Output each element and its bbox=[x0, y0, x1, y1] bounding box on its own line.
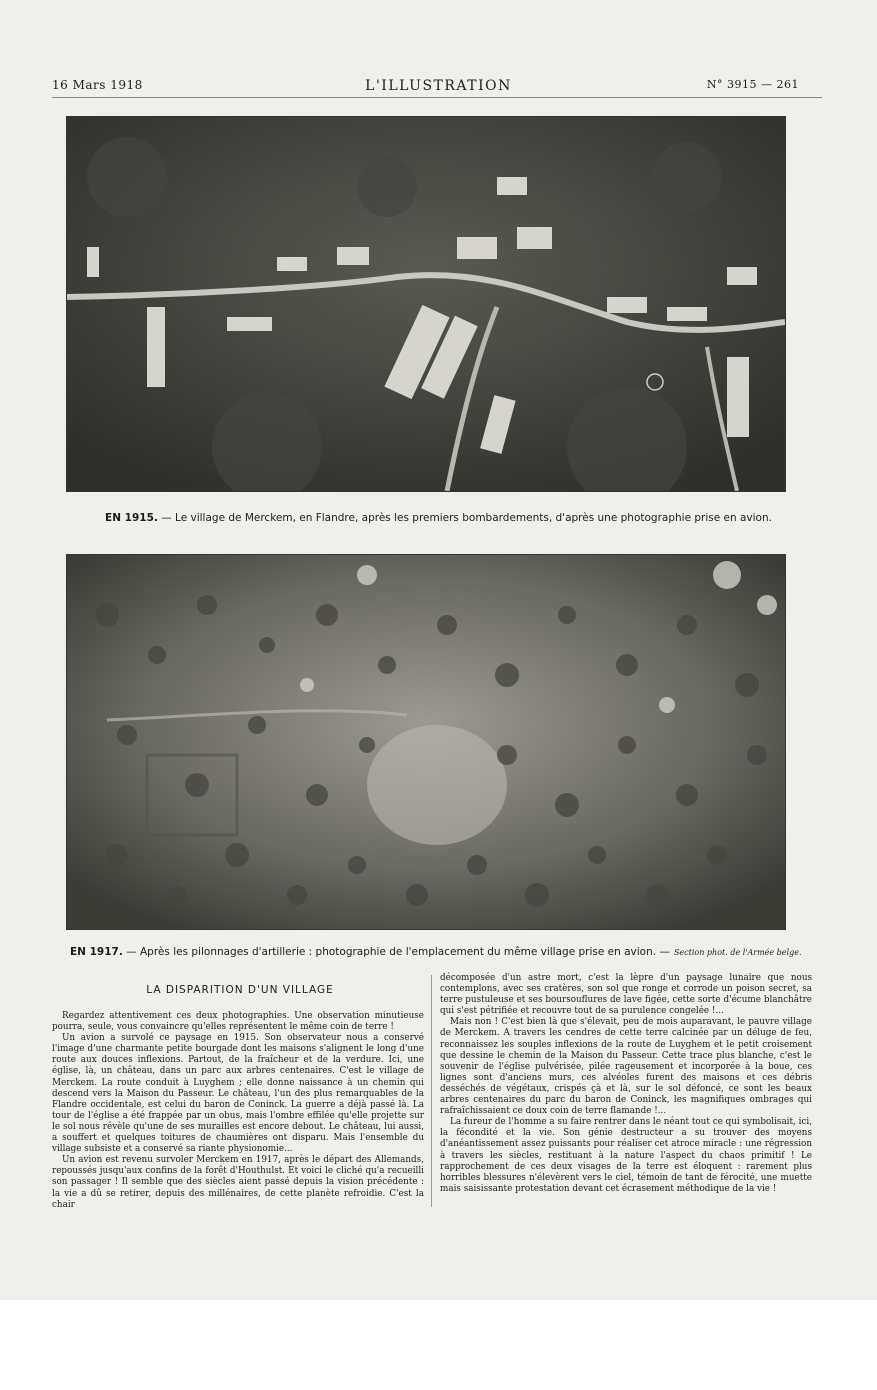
caption-1917-text: — Après les pilonnages d'artillerie : photographie de l'emplacement du même village prise en avion. — bbox=[122, 946, 670, 958]
paragraph: Un avion est revenu survoler Merckem en 1917, après le départ des Allemands, repoussés jusqu'aux confins de la forêt d'Houthulst. Et voici le cliché qu'a recueilli son passager ! Il semble que des siècles aient passé depuis la vision précédente : la vie a dû se retirer, depuis des millénaires, de cette planète refroidie. C'est la chair bbox=[52, 1155, 424, 1210]
caption-1915-lead: EN 1915. bbox=[105, 512, 158, 524]
paragraph: Mais non ! C'est bien là que s'élevait, peu de mois auparavant, le pauvre village de Merckem. A travers les cendres de cette terre calcinée par un déluge de feu, reconnaissez les souples inflexions de la route de Luyghem et le petit croisement que dessine le chemin de la Maison du Passeur. Cette trace plus blanche, c'est le souvenir de l'église pulvérisée, pilée rageusement et incorporée à la boue, ces lignes sont d'anciens murs, ces alvéoles furent des maisons et ces débris desséchés de végétaux, crispés çà et là, sur le sol défoncé, ce sont les beaux arbres centenaires du parc du baron de Coninck, les magnifiques ombrages qui rafraîchissaient ce doux coin de terre flamande !... bbox=[440, 1017, 812, 1117]
paragraph: La fureur de l'homme a su faire rentrer dans le néant tout ce qui symbolisait, ici, la fécondité et la vie. Son génie destructeur a su trouver des moyens d'anéantissement assez puissants pour réaliser cet atroce miracle : une régression à travers les siècles, restituant à la nature l'aspect du chaos primitif ! Le rapprochement de ces deux visages de la terre est éloquent : rarement plus horribles blessures n'élevèrent vers le ciel, témoin de tant de férocité, une muette mais saisissante protestation devant cet écrasement méthodique de la vie ! bbox=[440, 1117, 812, 1194]
page-date: 16 Mars 1918 bbox=[52, 78, 143, 92]
article-title: LA DISPARITION D'UN VILLAGE bbox=[146, 984, 334, 996]
header-rule bbox=[52, 97, 822, 98]
article-column-right bbox=[440, 973, 812, 1195]
paragraph: Un avion a survolé ce paysage en 1915. Son observateur nous a conservé l'image d'une charmante petite bourgade dont les maisons s'alignent le long d'une route aux douces inflexions. Partout, de la fraîcheur et de la verdure. Ici, une église, là, un château, dans un parc aux arbres centenaires. C'est le village de Merckem. La route conduit à Luyghem ; elle donne naissance à un chemin qui descend vers la Maison du Passeur. Le château, l'un des plus remarquables de la Flandre occidentale, est celui du baron de Coninck. La guerre a déjà passé là. La tour de l'église a été frappée par un obus, mais l'ombre effilée qu'elle projette sur le sol nous révèle qu'une de ses murailles est encore debout. Le château, lui aussi, a souffert et quelques toitures de chaumières ont disparu. Mais l'ensemble du village subsiste et a conservé sa riante physionomie... bbox=[52, 1033, 424, 1155]
aerial-photo-1915 bbox=[66, 116, 786, 492]
caption-1915 bbox=[0, 512, 877, 524]
issue-number: N° 3915 — 261 bbox=[706, 78, 799, 91]
photo-credit: Section phot. de l'Armée belge. bbox=[673, 948, 802, 957]
caption-1917 bbox=[70, 946, 830, 958]
caption-1915-text: — Le village de Merckem, en Flandre, après les premiers bombardements, d'après une photographie prise en avion. bbox=[157, 512, 772, 524]
column-divider bbox=[431, 975, 432, 1207]
caption-1917-lead: EN 1917. bbox=[70, 946, 123, 958]
aerial-photo-1917 bbox=[66, 554, 786, 930]
paragraph: décomposée d'un astre mort, c'est la lèpre d'un paysage lunaire que nous contemplons, avec ses cratères, son sol que ronge et corrode un poison secret, sa terre pustuleuse et ses boursouflures de lave figée, cette sorte d'écume blanchâtre qui s'est pétrifiée et recouvre tout de sa purulence congelée !... bbox=[440, 973, 812, 1017]
article-column-left bbox=[52, 1011, 424, 1211]
paragraph: Regardez attentivement ces deux photographies. Une observation minutieuse pourra, seule, vous convaincre qu'elles représentent le même coin de terre ! bbox=[52, 1011, 424, 1033]
magazine-title: L'ILLUSTRATION bbox=[365, 78, 512, 94]
